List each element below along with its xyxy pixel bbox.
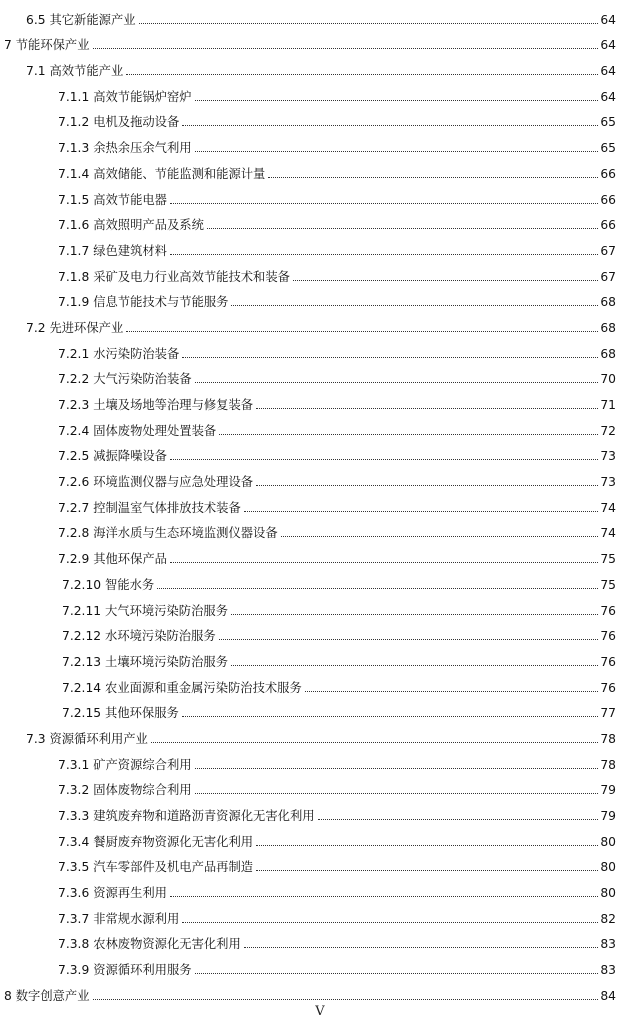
toc-entry-page-number: 72 bbox=[600, 423, 616, 438]
toc-entry-title: 7.3.5 汽车零部件及机电产品再制造 bbox=[58, 860, 254, 875]
toc-entry-title: 7.2.7 控制温室气体排放技术装备 bbox=[58, 500, 241, 515]
toc-entry[interactable] bbox=[0, 208, 640, 234]
toc-entry[interactable] bbox=[0, 490, 640, 516]
dot-leader bbox=[219, 434, 598, 435]
toc-entry[interactable] bbox=[0, 130, 640, 156]
toc-entry-title: 7.1.4 高效储能、节能监测和能源计量 bbox=[58, 166, 266, 181]
toc-entry[interactable] bbox=[0, 182, 640, 208]
toc-entry-page-number: 83 bbox=[600, 963, 616, 978]
toc-entry-title: 7.2.15 其他环保服务 bbox=[62, 706, 179, 721]
toc-entry-page-number: 68 bbox=[600, 346, 616, 361]
toc-entry[interactable] bbox=[0, 285, 640, 311]
toc-entry-page-number: 75 bbox=[600, 552, 616, 567]
dot-leader bbox=[244, 511, 599, 512]
toc-entry-page-number: 79 bbox=[600, 783, 616, 798]
toc-entry[interactable] bbox=[0, 53, 640, 79]
toc-entry[interactable] bbox=[0, 79, 640, 105]
toc-entry-page-number: 80 bbox=[600, 834, 616, 849]
toc-entry-title: 7.2.2 大气污染防治装备 bbox=[58, 372, 192, 387]
toc-entry-title: 7.3.1 矿产资源综合利用 bbox=[58, 757, 192, 772]
toc-entry[interactable] bbox=[0, 567, 640, 593]
toc-entry-title: 7.2.3 土壤及场地等治理与修复装备 bbox=[58, 398, 254, 412]
toc-entry-page-number: 64 bbox=[600, 64, 616, 79]
dot-leader bbox=[182, 357, 598, 358]
toc-entry[interactable] bbox=[0, 516, 640, 542]
dot-leader bbox=[293, 280, 598, 281]
toc-entry-page-number: 70 bbox=[600, 372, 616, 387]
page-number-footer: V bbox=[315, 1004, 325, 1019]
toc-entry[interactable] bbox=[0, 773, 640, 799]
toc-entry[interactable] bbox=[0, 233, 640, 259]
toc-entry[interactable] bbox=[0, 310, 640, 336]
toc-entry-title: 7.2.1 水污染防治装备 bbox=[58, 346, 180, 361]
toc-entry-page-number: 66 bbox=[600, 166, 616, 181]
dot-leader bbox=[195, 768, 599, 769]
toc-entry-page-number: 80 bbox=[600, 860, 616, 875]
toc-entry-title: 7.1.2 电机及拖动设备 bbox=[58, 115, 180, 130]
toc-entry-title: 7 节能环保产业 bbox=[4, 38, 90, 53]
toc-entry-page-number: 64 bbox=[600, 12, 616, 27]
toc-entry-title: 7.2.14 农业面源和重金属污染防治技术服务 bbox=[62, 680, 302, 695]
table-of-contents bbox=[0, 2, 640, 1004]
toc-entry[interactable] bbox=[0, 387, 640, 413]
toc-entry-page-number: 73 bbox=[600, 449, 616, 464]
toc-entry-title: 7.2.5 减振降噪设备 bbox=[58, 449, 167, 464]
toc-entry[interactable] bbox=[0, 336, 640, 362]
dot-leader bbox=[126, 331, 598, 332]
toc-entry-title: 7.2.9 其他环保产品 bbox=[58, 552, 167, 567]
dot-leader bbox=[93, 48, 599, 49]
toc-entry-page-number: 76 bbox=[600, 680, 616, 695]
dot-leader bbox=[170, 203, 598, 204]
toc-entry[interactable] bbox=[0, 362, 640, 388]
dot-leader bbox=[256, 485, 598, 486]
dot-leader bbox=[93, 999, 599, 1000]
toc-entry-page-number: 78 bbox=[600, 757, 616, 772]
dot-leader bbox=[182, 125, 598, 126]
toc-entry-title: 7.2.10 智能水务 bbox=[62, 577, 155, 592]
toc-entry-title: 7.3.6 资源再生利用 bbox=[58, 886, 167, 901]
toc-entry-title: 7.1.7 绿色建筑材料 bbox=[58, 243, 167, 258]
toc-entry-page-number: 67 bbox=[600, 269, 616, 284]
toc-entry-page-number: 84 bbox=[600, 988, 616, 1003]
toc-entry-page-number: 68 bbox=[600, 320, 616, 335]
toc-entry-title: 7.3.9 资源循环利用服务 bbox=[58, 963, 192, 978]
toc-entry[interactable] bbox=[0, 952, 640, 978]
dot-leader bbox=[195, 973, 599, 974]
dot-leader bbox=[207, 228, 598, 229]
toc-entry[interactable] bbox=[0, 439, 640, 465]
dot-leader bbox=[231, 305, 598, 306]
toc-entry-page-number: 68 bbox=[600, 295, 616, 310]
dot-leader bbox=[256, 870, 598, 871]
toc-entry-title: 7.1.6 高效照明产品及系统 bbox=[58, 218, 204, 233]
toc-entry[interactable] bbox=[0, 105, 640, 131]
toc-entry[interactable] bbox=[0, 824, 640, 850]
toc-entry[interactable] bbox=[0, 259, 640, 285]
toc-entry-page-number: 65 bbox=[600, 115, 616, 130]
dot-leader bbox=[268, 177, 598, 178]
dot-leader bbox=[157, 588, 598, 589]
toc-entry-title: 7.1.5 高效节能电器 bbox=[58, 192, 167, 207]
dot-leader bbox=[195, 793, 599, 794]
toc-entry[interactable] bbox=[0, 747, 640, 773]
toc-entry-page-number: 75 bbox=[600, 577, 616, 592]
toc-entry[interactable] bbox=[0, 464, 640, 490]
toc-entry-page-number: 73 bbox=[600, 475, 616, 490]
toc-entry-title: 7.2.11 大气环境污染防治服务 bbox=[62, 603, 228, 618]
toc-entry-title: 7.2.6 环境监测仪器与应急处理设备 bbox=[58, 475, 254, 490]
toc-entry[interactable] bbox=[0, 670, 640, 696]
toc-entry-title: 7.2.8 海洋水质与生态环境监测仪器设备 bbox=[58, 526, 278, 541]
toc-entry[interactable] bbox=[0, 875, 640, 901]
toc-entry[interactable] bbox=[0, 156, 640, 182]
toc-entry-title: 7.1.9 信息节能技术与节能服务 bbox=[58, 295, 229, 310]
dot-leader bbox=[318, 819, 599, 820]
toc-entry[interactable] bbox=[0, 619, 640, 645]
toc-entry-title: 7.3.4 餐厨废弃物资源化无害化利用 bbox=[58, 834, 254, 849]
dot-leader bbox=[182, 922, 598, 923]
dot-leader bbox=[244, 947, 599, 948]
dot-leader bbox=[256, 408, 598, 409]
dot-leader bbox=[219, 639, 599, 640]
toc-entry-page-number: 66 bbox=[600, 192, 616, 207]
toc-entry-page-number: 82 bbox=[600, 911, 616, 926]
toc-entry-page-number: 83 bbox=[600, 937, 616, 952]
toc-entry-title: 7.2 先进环保产业 bbox=[26, 320, 124, 335]
toc-entry-page-number: 79 bbox=[600, 809, 616, 823]
toc-entry[interactable] bbox=[0, 28, 640, 54]
toc-entry-title: 7.2.12 水环境污染防治服务 bbox=[62, 629, 216, 644]
toc-entry-title: 7.3.3 建筑废弃物和道路沥青资源化无害化利用 bbox=[58, 809, 315, 823]
dot-leader bbox=[139, 23, 599, 24]
toc-entry[interactable] bbox=[0, 2, 640, 28]
toc-entry-page-number: 77 bbox=[600, 706, 616, 721]
dot-leader bbox=[231, 665, 598, 666]
toc-entry[interactable] bbox=[0, 541, 640, 567]
toc-entry-title: 7.2.13 土壤环境污染防治服务 bbox=[62, 654, 228, 669]
dot-leader bbox=[195, 151, 599, 152]
dot-leader bbox=[151, 742, 599, 743]
toc-entry-page-number: 74 bbox=[600, 526, 616, 541]
toc-entry-title: 7.1.3 余热余压余气利用 bbox=[58, 141, 192, 156]
toc-entry[interactable] bbox=[0, 901, 640, 927]
toc-entry-title: 7.3.2 固体废物综合利用 bbox=[58, 783, 192, 798]
toc-entry-title: 7.1.1 高效节能锅炉窑炉 bbox=[58, 89, 192, 104]
toc-entry[interactable] bbox=[0, 593, 640, 619]
toc-entry-title: 7.1 高效节能产业 bbox=[26, 64, 124, 79]
toc-entry[interactable] bbox=[0, 927, 640, 953]
toc-entry[interactable] bbox=[0, 850, 640, 876]
toc-entry-page-number: 65 bbox=[600, 141, 616, 156]
toc-entry-page-number: 66 bbox=[600, 218, 616, 233]
dot-leader bbox=[170, 254, 598, 255]
toc-entry-title: 6.5 其它新能源产业 bbox=[26, 12, 136, 27]
toc-entry-page-number: 76 bbox=[600, 654, 616, 669]
dot-leader bbox=[126, 74, 598, 75]
dot-leader bbox=[170, 562, 598, 563]
toc-entry-page-number: 67 bbox=[600, 243, 616, 258]
toc-entry-page-number: 74 bbox=[600, 500, 616, 515]
toc-entry-title: 7.3 资源循环利用产业 bbox=[26, 731, 148, 746]
toc-entry-page-number: 64 bbox=[600, 38, 616, 53]
dot-leader bbox=[182, 716, 599, 717]
toc-entry-page-number: 71 bbox=[600, 398, 616, 412]
dot-leader bbox=[281, 536, 599, 537]
toc-entry-title: 7.1.8 采矿及电力行业高效节能技术和装备 bbox=[58, 269, 290, 284]
toc-entry-title: 7.2.4 固体废物处理处置装备 bbox=[58, 423, 217, 438]
toc-entry-title: 7.3.7 非常规水源利用 bbox=[58, 911, 180, 926]
toc-entry[interactable] bbox=[0, 721, 640, 747]
dot-leader bbox=[170, 896, 598, 897]
dot-leader bbox=[305, 691, 599, 692]
toc-entry-page-number: 76 bbox=[600, 603, 616, 618]
dot-leader bbox=[195, 382, 599, 383]
toc-entry-page-number: 64 bbox=[600, 89, 616, 104]
toc-entry-title: 8 数字创意产业 bbox=[4, 988, 90, 1003]
toc-entry[interactable] bbox=[0, 696, 640, 722]
toc-entry-page-number: 78 bbox=[600, 731, 616, 746]
toc-entry[interactable] bbox=[0, 798, 640, 824]
toc-entry[interactable] bbox=[0, 413, 640, 439]
dot-leader bbox=[170, 459, 598, 460]
toc-entry[interactable] bbox=[0, 978, 640, 1004]
dot-leader bbox=[256, 845, 598, 846]
toc-entry-page-number: 80 bbox=[600, 886, 616, 901]
toc-entry-page-number: 76 bbox=[600, 629, 616, 644]
toc-entry-title: 7.3.8 农林废物资源化无害化利用 bbox=[58, 937, 241, 952]
toc-entry[interactable] bbox=[0, 644, 640, 670]
dot-leader bbox=[195, 100, 599, 101]
dot-leader bbox=[231, 614, 598, 615]
